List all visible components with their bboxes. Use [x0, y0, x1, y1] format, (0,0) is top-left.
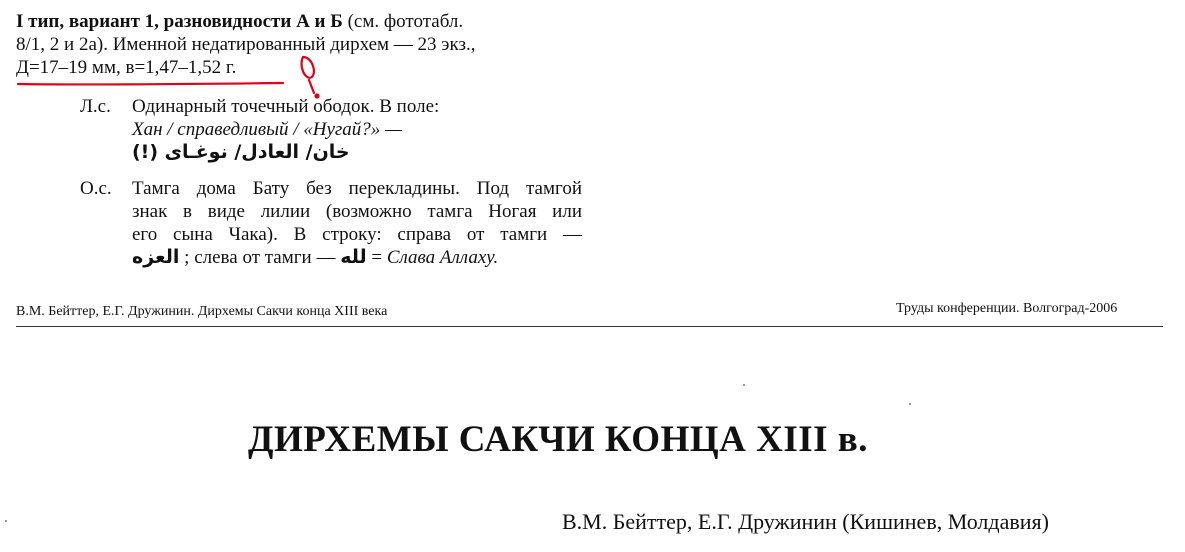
red-hook-tail — [309, 80, 314, 93]
running-header-right: Труды конференции. Волгоград-2006 — [896, 301, 1118, 316]
intro-diameter: Д=17–19 мм, — [16, 57, 126, 78]
obverse-line-1: Одинарный точечный ободок. В поле: — [132, 96, 440, 117]
scan-speck — [743, 384, 745, 386]
obverse-arabic: خان/ العادل/ نوغـاى (!) — [132, 141, 350, 163]
article-title: ДИРХЕМЫ САКЧИ КОНЦА XIII в. — [248, 419, 869, 460]
red-hook-mark — [302, 57, 314, 78]
intro-line-2: 8/1, 2 и 2а). Именной недатированный дирхем — 23 экз., — [16, 34, 476, 55]
obverse-line-2: Хан / справедливый / «Нугай?» — — [132, 119, 402, 140]
scan-speck — [909, 403, 911, 405]
obverse-description — [132, 95, 439, 164]
obverse-arabic-line — [132, 141, 364, 164]
intro-bold-heading: I тип, вариант 1, разновидности А и Б — [16, 11, 343, 32]
reverse-line-4-eq: = — [366, 247, 387, 268]
reverse-line-4 — [132, 246, 582, 269]
reverse-line-4-translation: Слава Аллаху. — [386, 247, 499, 268]
reverse-line-4-mid: ; слева от тамги — — [179, 247, 341, 268]
obverse-label: Л.с. — [80, 96, 111, 117]
header-rule — [16, 326, 1163, 327]
reverse-description — [132, 177, 582, 269]
reverse-line-1: Тамга дома Бату без перекладины. Под тамгой — [132, 178, 582, 199]
red-underline — [18, 83, 283, 84]
reverse-arabic-allah: لله — [340, 246, 367, 268]
reverse-arabic-glory: العزه — [132, 246, 180, 268]
intro-line-1-rest: (см. фототабл. — [342, 11, 464, 32]
running-header-left: В.М. Бейттер, Е.Г. Дружинин. Дирхемы Сакчи конца XIII века — [16, 304, 388, 319]
reverse-label: О.с. — [80, 178, 112, 199]
intro-weight: в=1,47–1,52 г. — [125, 57, 237, 78]
article-authors: В.М. Бейттер, Е.Г. Дружинин (Кишинев, Молдавия) — [562, 509, 1049, 534]
reverse-line-2: знак в виде лилии (возможно тамга Ногая или — [132, 201, 582, 222]
scan-speck — [5, 520, 7, 522]
reverse-line-3: его сына Чака). В строку: справа от тамги — — [132, 224, 582, 245]
